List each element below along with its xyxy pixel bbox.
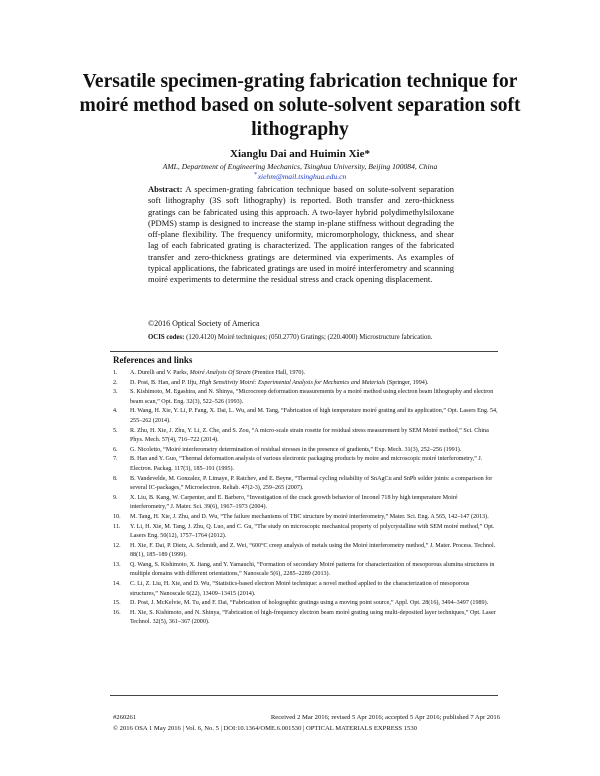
copyright-notice: ©2016 Optical Society of America bbox=[148, 319, 260, 328]
reference-text: H. Xie, F. Dai, P. Dietz, A. Schmidt, and Z. Wei, “600°C creep analysis of metals using the Moiré interferometry method,” J. Mater. Process. Technol. 88(1), 185–189 (1999). bbox=[130, 542, 496, 559]
reference-number: 8. bbox=[113, 475, 118, 482]
reference-item bbox=[113, 455, 498, 474]
reference-number: 11. bbox=[113, 523, 121, 530]
reference-number: 10. bbox=[113, 513, 121, 520]
reference-number: 16. bbox=[113, 609, 121, 616]
reference-text: Q. Wang, S. Kishimoto, X. Jiang, and Y. Yamauchi, “Formation of secondary Moiré patterns for characterization of mesoporous alumina structures in multiple domains with different orientations,” Nanoscale 5(6), 2285–2289 (2013). bbox=[130, 561, 495, 578]
abstract-text: A specimen-grating fabrication technique based on solute-solvent separation soft lithography (3S soft lithography) is reported. Both transfer and zero-thickness gratings can be fabricated using this approach. A two-layer hybrid polydimethylsiloxane (PDMS) stamp is designed to increase the stamp in-plane stiffness without degrading the off-plane flexibility. The frequency uniformity, micromorphology, thickness, and shear lag of each fabricated grating is characterized. The application ranges of the fabricated transfer and zero-thickness gratings are determined via experiments. As examples of typical applications, the fabricated gratings are used in moiré interferometry and scanning moiré experiments to determine the residual stress and crack opening displacement. bbox=[148, 184, 454, 284]
reference-text: A. Durelli and V. Parks, bbox=[130, 370, 190, 376]
reference-item bbox=[113, 446, 498, 456]
reference-text: M. Tang, H. Xie, J. Zhu, and D. Wu, “The failure mechanisms of TBC structure by moiré interferometry,” Mater. Sci. Eng. A 565, 142–147 (2013). bbox=[130, 513, 489, 520]
reference-book-title: Moiré Analysis Of Strain bbox=[189, 370, 251, 376]
reference-item bbox=[113, 388, 498, 407]
footer-divider bbox=[110, 695, 498, 696]
reference-item bbox=[113, 407, 498, 426]
reference-item bbox=[113, 379, 498, 389]
reference-number: 15. bbox=[113, 600, 121, 607]
email-marker: * bbox=[253, 172, 257, 178]
reference-item bbox=[113, 427, 498, 446]
reference-text: H. Xie, S. Kishimoto, and N. Shinya, “Fabrication of high-frequency electron beam moiré grating using multi-deposited layer techniques,” Opt. Laser Technol. 32(5), 361–367 (2000). bbox=[130, 609, 496, 626]
reference-number: 4. bbox=[113, 408, 118, 415]
reference-number: 9. bbox=[113, 494, 118, 501]
ocis-text: (120.4120) Moiré techniques; (050.2770) Gratings; (220.4000) Microstructure fabrication. bbox=[186, 334, 433, 341]
reference-text: C. Li, Z. Liu, H. Xie, and D. Wu, “Statistics-based electron Moiré technique: a novel method applied to the characterization of mesoporous structures,” Nanoscale 6(22), 13409–13415 (2014). bbox=[130, 581, 470, 597]
reference-text: (Prentice Hall, 1970). bbox=[250, 370, 306, 376]
reference-text: R. Zhu, H. Xie, J. Zhu, Y. Li, Z. Che, and S. Zou, “A micro-scale strain rosette for residual stress measurement by SEM Moiré method,” Sci. China Phys. Mech. 57(4), 716–722 (2014). bbox=[130, 427, 489, 444]
reference-text: B. Vandevelde, M. Gonzalez, P. Limaye, P. Ratchev, and E. Beyne, “Thermal cycling reliability of SnAgCu and SnPb solder joints: a comparison for several IC-packages,” Microelectron. Reliab. 47(2-3), 259–265 (2007). bbox=[130, 475, 493, 492]
reference-number: 2. bbox=[113, 379, 118, 386]
reference-text: G. Nicoletto, “Moiré interferometry determination of residual stresses in the presence of gradients,” Exp. Mech. 31(3), 252–256 (1991). bbox=[130, 446, 462, 453]
reference-number: 12. bbox=[113, 542, 121, 549]
affiliation: AML, Department of Engineering Mechanics, Tsinghua University, Beijing 100084, China bbox=[162, 162, 438, 171]
author-line: Xianglu Dai and Huimin Xie* bbox=[230, 148, 370, 160]
abstract bbox=[148, 184, 454, 285]
document-id: #260261 bbox=[113, 714, 137, 721]
reference-number: 5. bbox=[113, 427, 118, 434]
reference-number: 6. bbox=[113, 446, 118, 453]
reference-item bbox=[113, 369, 498, 379]
reference-item bbox=[113, 475, 498, 494]
journal-citation: © 2016 OSA 1 May 2016 | Vol. 6, No. 5 | DOI:10.1364/OME.6.001530 | OPTICAL MATERIALS EXPRESS 1530 bbox=[113, 725, 417, 732]
reference-number: 13. bbox=[113, 561, 121, 568]
reference-item bbox=[113, 599, 498, 609]
reference-item bbox=[113, 561, 498, 580]
ocis-label: OCIS codes: bbox=[148, 334, 185, 341]
references-heading: References and links bbox=[113, 355, 193, 365]
reference-item bbox=[113, 609, 498, 628]
reference-text: Y. Li, H. Xie, M. Tang, J. Zhu, Q. Luo, and C. Gu, “The study on microscopic mechanical property of polycrystalline with SEM moiré method,” Opt. Lasers Eng. 50(12), 1757–1764 (2012). bbox=[130, 523, 495, 540]
reference-text: D. Post, B. Han, and P. Ifju, bbox=[130, 379, 200, 386]
footer-row-journal bbox=[113, 724, 500, 733]
reference-item bbox=[113, 513, 498, 523]
reference-text: S. Kishimoto, M. Egashira, and N. Shinya, “Microcreep deformation measurements by a moiré method using electron beam lithography and electron beam scan,” Opt. Eng. 32(3), 522–526 (1993). bbox=[130, 389, 494, 405]
reference-number: 3. bbox=[113, 389, 118, 396]
email-line bbox=[0, 172, 600, 181]
references-list bbox=[113, 369, 498, 628]
received-dates: Received 2 Mar 2016; revised 5 Apr 2016; accepted 5 Apr 2016; published 7 Apr 2016 bbox=[270, 714, 500, 721]
reference-book-title: High Sensitivity Moiré: Experimental Analysis for Mechanics and Materials bbox=[199, 379, 386, 386]
email-link[interactable]: xiehm@mail.tsinghua.edu.cn bbox=[257, 172, 347, 181]
reference-item bbox=[113, 523, 498, 542]
section-divider bbox=[110, 351, 498, 352]
abstract-label: Abstract: bbox=[148, 184, 183, 194]
reference-text: (Springer, 1994). bbox=[385, 379, 429, 386]
reference-text: D. Post, J. McKelvie, M. Tu, and F. Dai, “Fabrication of holographic gratings using a moving point source,” Appl. Opt. 28(16), 3494–3497 (1989). bbox=[130, 600, 489, 607]
reference-text: X. Liu, B. Kang, W. Carpenter, and E. Barbero, “Investigation of the crack growth behavior of Inconel 718 by high temperature Moiré interferometry,” J. Mater. Sci. 39(6), 1967–1973 (2004). bbox=[130, 494, 458, 511]
reference-number: 14. bbox=[113, 581, 121, 588]
reference-number: 7. bbox=[113, 456, 118, 463]
reference-item bbox=[113, 542, 498, 561]
reference-text: B. Han and Y. Guo, “Thermal deformation analysis of various electronic packaging products by moire and microscopic moiré interferometry,” J. Electron. Packag. 117(3), 185–191 (1995). bbox=[130, 456, 483, 472]
reference-number: 1. bbox=[113, 370, 118, 376]
ocis-codes bbox=[148, 333, 454, 342]
footer-row-received bbox=[113, 713, 500, 722]
paper-title: Versatile specimen-grating fabrication technique for moiré method based on solute-solvent separation soft lithography bbox=[79, 71, 521, 140]
reference-item bbox=[113, 580, 498, 599]
reference-text: H. Wang, H. Xie, Y. Li, P. Fang, X. Dai, L. Wu, and M. Tang, “Fabrication of high temperature moiré grating and its application,” Opt. Lasers Eng. 54, 255–262 (2014). bbox=[130, 408, 498, 424]
reference-item bbox=[113, 494, 498, 513]
